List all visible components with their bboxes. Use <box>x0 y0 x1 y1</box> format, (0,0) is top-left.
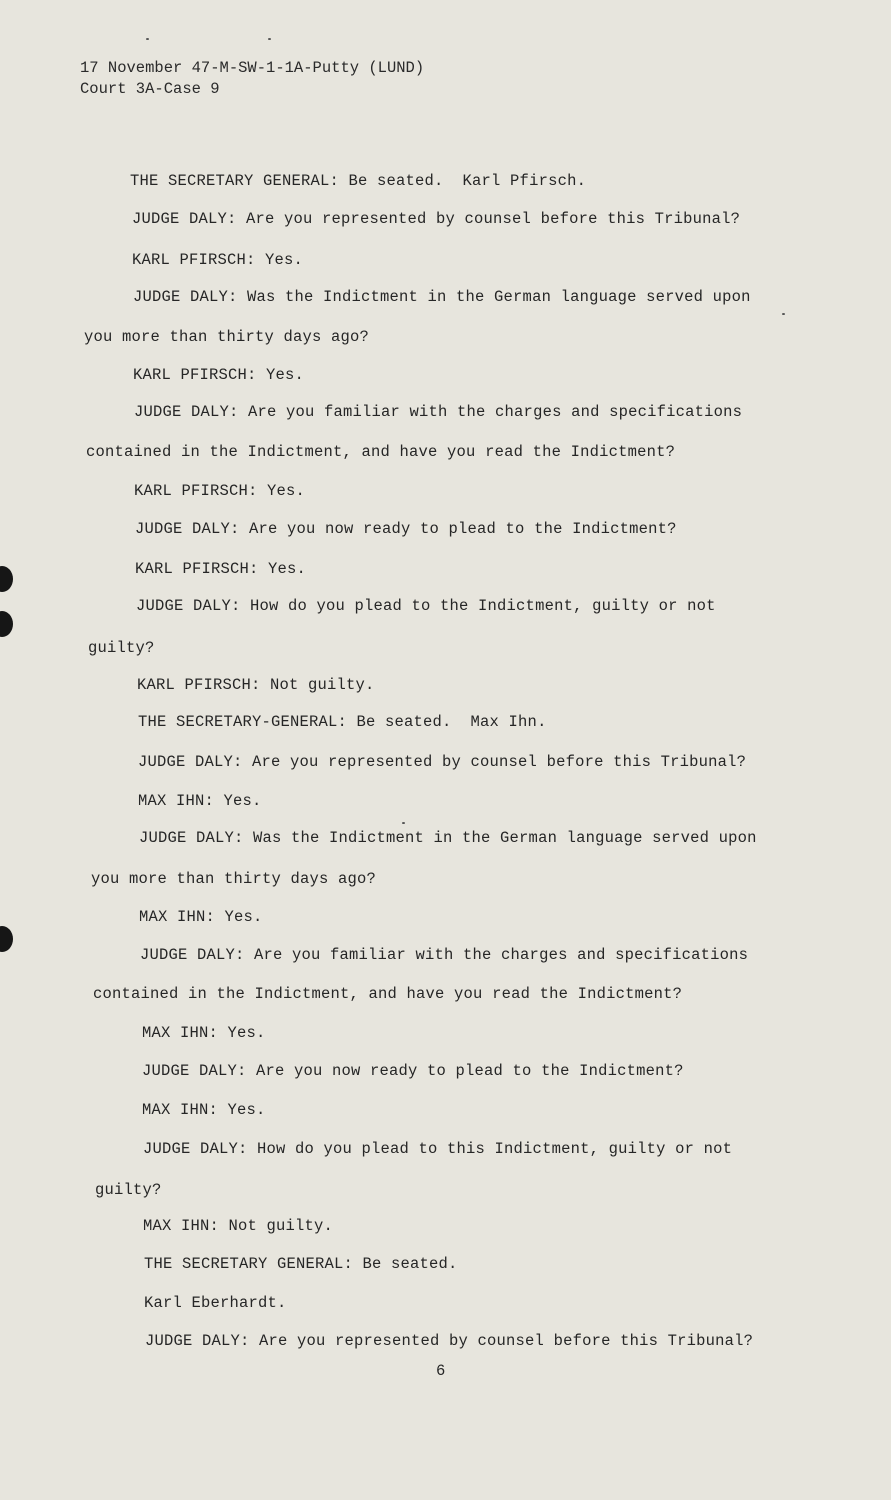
paper-speck <box>782 313 785 315</box>
transcript-line: KARL PFIRSCH: Not guilty. <box>137 676 375 694</box>
transcript-line: KARL PFIRSCH: Yes. <box>135 560 307 578</box>
header-court-case: Court 3A-Case 9 <box>80 80 220 98</box>
transcript-line: Karl Eberhardt. <box>144 1294 287 1312</box>
document-header <box>80 58 424 100</box>
transcript-line: guilty? <box>88 639 155 657</box>
transcript-line: MAX IHN: Not guilty. <box>143 1217 334 1235</box>
transcript-line: THE SECRETARY GENERAL: Be seated. Karl Pfirsch. <box>130 172 587 190</box>
transcript-line: guilty? <box>95 1181 162 1199</box>
transcript-line: THE SECRETARY-GENERAL: Be seated. Max Ihn. <box>138 713 547 731</box>
transcript-line: contained in the Indictment, and have you read the Indictment? <box>93 985 683 1003</box>
punch-hole <box>0 926 13 952</box>
transcript-line: JUDGE DALY: Are you represented by counsel before this Tribunal? <box>132 210 741 228</box>
paper-speck <box>268 38 271 40</box>
transcript-line: JUDGE DALY: Are you represented by counsel before this Tribunal? <box>145 1332 754 1350</box>
transcript-line: contained in the Indictment, and have you read the Indictment? <box>86 443 676 461</box>
transcript-line: MAX IHN: Yes. <box>138 792 262 810</box>
transcript-line: KARL PFIRSCH: Yes. <box>133 366 305 384</box>
page-number: 6 <box>436 1362 446 1380</box>
transcript-line: you more than thirty days ago? <box>91 870 377 888</box>
transcript-line: JUDGE DALY: How do you plead to this Indictment, guilty or not <box>143 1140 733 1158</box>
transcript-line: KARL PFIRSCH: Yes. <box>132 251 304 269</box>
punch-hole <box>0 611 13 637</box>
transcript-line: JUDGE DALY: Are you now ready to plead to the Indictment? <box>135 520 677 538</box>
transcript-line: JUDGE DALY: How do you plead to the Indictment, guilty or not <box>136 597 716 615</box>
paper-speck <box>402 822 405 824</box>
transcript-line: THE SECRETARY GENERAL: Be seated. <box>144 1255 458 1273</box>
transcript-line: JUDGE DALY: Are you represented by counsel before this Tribunal? <box>138 753 747 771</box>
transcript-line: KARL PFIRSCH: Yes. <box>134 482 306 500</box>
transcript-line: MAX IHN: Yes. <box>142 1024 266 1042</box>
header-date-reference: 17 November 47-M-SW-1-1A-Putty (LUND) <box>80 59 425 77</box>
transcript-line: you more than thirty days ago? <box>84 328 370 346</box>
paper-speck <box>146 38 149 40</box>
transcript-line: MAX IHN: Yes. <box>142 1101 266 1119</box>
transcript-line: JUDGE DALY: Are you familiar with the charges and specifications <box>140 946 749 964</box>
transcript-line: JUDGE DALY: Are you now ready to plead to the Indictment? <box>142 1062 684 1080</box>
transcript-line: JUDGE DALY: Are you familiar with the charges and specifications <box>134 403 743 421</box>
punch-hole <box>0 566 13 592</box>
transcript-line: MAX IHN: Yes. <box>139 908 263 926</box>
transcript-line: JUDGE DALY: Was the Indictment in the German language served upon <box>133 288 751 306</box>
transcript-line: JUDGE DALY: Was the Indictment in the German language served upon <box>139 829 757 847</box>
